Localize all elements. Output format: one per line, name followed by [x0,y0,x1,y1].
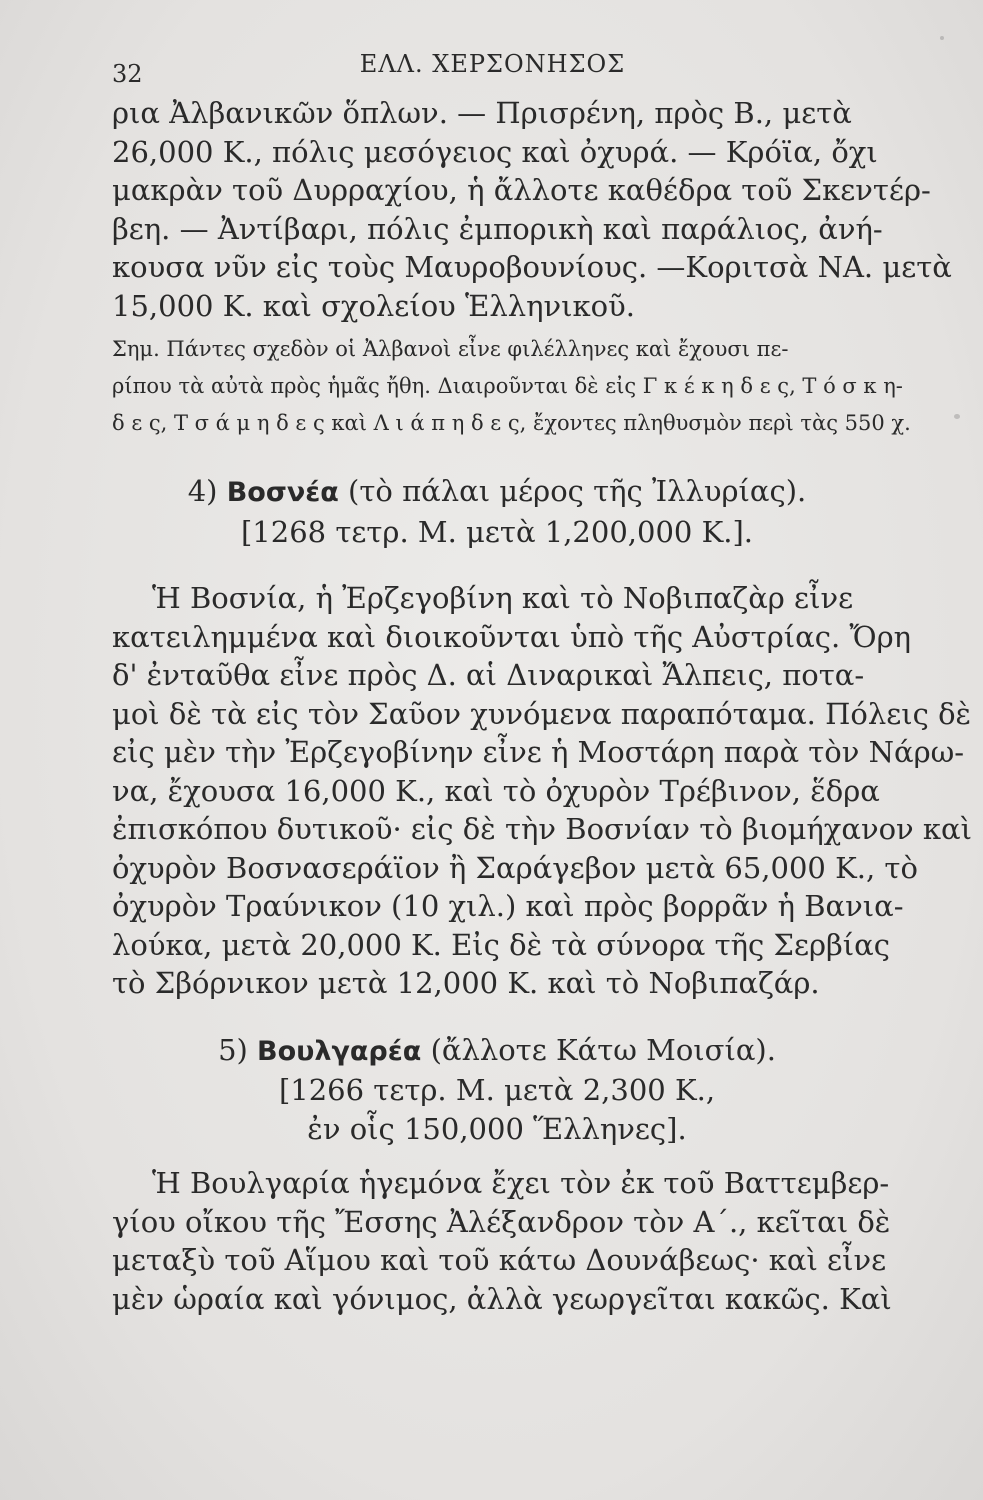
paragraph-bosnia [112,579,972,1003]
text-line: ὀχυρὸν Τραύνικον (10 χιλ.) καὶ πρὸς βορρᾶν ἡ Βανια- [112,889,904,923]
text-line: μεταξὺ τοῦ Αἵμου καὶ τοῦ κάτω Δουνάβεως· καὶ εἶνε [112,1243,887,1277]
section-stats-continued: ἐν οἷς 150,000 Ἕλληνες]. [307,1111,687,1146]
page-number: 32 [112,60,143,88]
section-title: Βουλγαρέα [257,1035,422,1067]
text-line: να, ἔχουσα 16,000 Κ., καὶ τὸ ὀχυρὸν Τρέβινον, ἕδρα [112,773,880,808]
paragraph-albania-cities [112,94,952,325]
section-title-line [112,472,882,513]
note-line: Σημ. Πάντες σχεδὸν οἱ Ἀλβανοὶ εἶνε φιλέλληνες καὶ ἔχουσι πε- [112,337,789,361]
text-line: 15,000 Κ. καὶ σχολείου Ἑλληνικοῦ. [112,288,635,323]
body-text [112,94,972,1318]
running-head: ΕΛΛ. ΧΕΡΣΟΝΗΣΟΣ [359,50,626,78]
text-line: γίου οἴκου τῆς Ἔσσης Ἀλέξανδρον τὸν Α΄., κεῖται δὲ [112,1204,891,1239]
text-line: κατειλημμένα καὶ διοικοῦνται ὑπὸ τῆς Αὐστρίας. Ὄρη [112,619,912,654]
text-line: 26,000 Κ., πόλις μεσόγειος καὶ ὀχυρά. — Κρόϊα, ὄχι [112,134,878,169]
text-line: ὀχυρὸν Βοσνασεράϊον ἢ Σαράγεβον μετὰ 65,000 Κ., τὸ [112,850,918,885]
page-header [112,50,873,90]
section-heading-bulgaria [112,1031,882,1149]
text-line: βεη. — Ἀντίβαρι, πόλις ἐμπορικὴ καὶ παράλιος, ἀνή- [112,211,883,246]
paragraph-bulgaria [112,1164,892,1318]
section-number: 5) [218,1032,248,1067]
text-line: τὸ Σβόρνικον μετὰ 12,000 Κ. καὶ τὸ Νοβιπαζάρ. [112,966,820,1000]
section-stats: [1268 τετρ. Μ. μετὰ 1,200,000 Κ.]. [240,514,753,549]
text-line: κουσα νῦν εἰς τοὺς Μαυροβουνίους. —Κοριτσὰ ΝΑ. μετὰ [112,250,952,284]
text-line: Ἡ Βοσνία, ἡ Ἐρζεγοβίνη καὶ τὸ Νοβιπαζὰρ εἶνε [152,581,854,615]
paper-stain [940,36,944,40]
text-line: μὲν ὡραία καὶ γόνιμος, ἀλλὰ γεωργεῖται κακῶς. Καὶ [112,1281,892,1316]
section-title-line [112,1031,882,1072]
section-heading-bosnia [112,472,882,551]
text-line: Ἡ Βουλγαρία ἡγεμόνα ἔχει τὸν ἐκ τοῦ Βαττεμβερ- [152,1166,890,1200]
note-line: δ ε ς, Τ σ ά μ η δ ε ς καὶ Λ ι ά π η δ ε ς, ἔχοντες πληθυσμὸν περὶ τὰς 550 χ. [112,411,911,435]
text-line: ρια Ἀλβανικῶν ὅπλων. — Πρισρένη, πρὸς Β., μετὰ [112,96,852,130]
section-title: Βοσνέα [226,477,339,508]
section-subtitle: (τὸ πάλαι μέρος τῆς Ἰλλυρίας). [348,474,807,508]
text-line: μοὶ δὲ τὰ εἰς τὸν Σαῦον χυνόμενα παραπόταμα. Πόλεις δὲ [112,696,972,731]
section-number: 4) [187,474,218,508]
footnote-albanians [112,331,911,442]
note-line: ρίπου τὰ αὐτὰ πρὸς ἡμᾶς ἤθη. Διαιροῦνται δὲ εἰς Γ κ έ κ η δ ε ς, Τ ό σ κ η- [112,374,903,398]
section-stats: [1266 τετρ. Μ. μετὰ 2,300 Κ., [278,1073,716,1107]
text-line: λούκα, μετὰ 20,000 Κ. Εἰς δὲ τὰ σύνορα τῆς Σερβίας [112,927,890,962]
text-line: ἐπισκόπου δυτικοῦ· εἰς δὲ τὴν Βοσνίαν τὸ βιομήχανον καὶ [112,812,972,846]
section-subtitle: (ἄλλοτε Κάτω Μοισία). [430,1032,776,1067]
text-line: μακρὰν τοῦ Δυρραχίου, ἡ ἄλλοτε καθέδρα τοῦ Σκεντέρ- [112,173,931,207]
paper-stain [954,414,960,419]
text-line: εἰς μὲν τὴν Ἐρζεγοβίνην εἶνε ἡ Μοστάρη παρὰ τὸν Νάρω- [112,735,965,769]
text-line: δ' ἐνταῦθα εἶνε πρὸς Δ. αἱ Διναρικαὶ Ἄλπεις, ποτα- [112,658,865,692]
